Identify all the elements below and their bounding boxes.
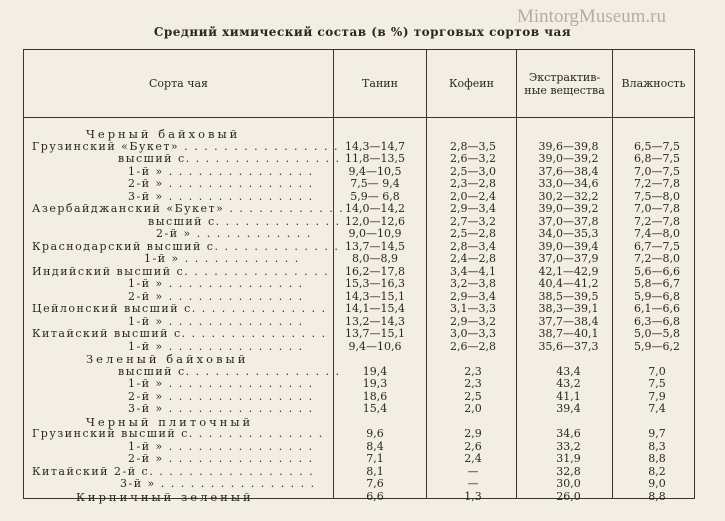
tea-name: Китайский высший с. . . . . . . . . . . . . . . xyxy=(32,327,327,340)
caffeine-cell: — xyxy=(467,464,479,478)
tannin-cell: 9,4—10,6 xyxy=(348,339,402,353)
group-heading-row xyxy=(24,128,694,140)
table-row xyxy=(24,378,694,390)
extract-cell: 39,0—39,2 xyxy=(538,152,599,165)
tea-name: Азербайджанский «Букет» . . . . . . . . . . . . xyxy=(32,202,345,215)
moisture-cell: 5,9—6,2 xyxy=(634,339,680,353)
tannin-cell: 8,4 xyxy=(366,439,384,453)
table-row xyxy=(24,453,694,465)
tannin-cell: 9,4—10,5 xyxy=(348,164,402,178)
tea-name: 1-й » . . . . . . . . . . . . . . . xyxy=(128,377,314,390)
extract-cell: 34,0—35,3 xyxy=(538,227,599,240)
header-divider xyxy=(23,117,695,118)
caffeine-cell: 2,3 xyxy=(464,364,482,378)
tannin-cell: 7,6 xyxy=(366,477,384,490)
caffeine-cell: 2,6—3,2 xyxy=(450,152,496,165)
table-row xyxy=(24,341,694,353)
caffeine-cell: 3,2—3,8 xyxy=(450,277,496,290)
table-row xyxy=(24,153,694,165)
extract-cell: 37,0—37,8 xyxy=(538,214,599,228)
table-row xyxy=(24,253,694,265)
caffeine-cell: 1,3 xyxy=(464,489,482,503)
caffeine-cell: 2,6—2,8 xyxy=(450,339,496,353)
moisture-cell: 6,8—7,5 xyxy=(634,152,680,165)
tea-name: 3-й » . . . . . . . . . . . . . . . . xyxy=(120,477,316,490)
table-row xyxy=(24,366,694,378)
extract-cell: 38,3—39,1 xyxy=(538,302,599,315)
tea-name: высший с. . . . . . . . . . . . . . . . xyxy=(118,364,341,378)
group-heading-row xyxy=(24,353,694,365)
table-row xyxy=(24,428,694,440)
moisture-cell: 6,1—6,6 xyxy=(634,302,680,315)
caffeine-cell: 2,4 xyxy=(464,452,482,465)
caffeine-cell: 2,9—3,4 xyxy=(450,202,496,215)
moisture-cell: 8,8 xyxy=(648,452,666,465)
extract-cell: 43,2 xyxy=(556,377,581,390)
tannin-cell: 14,3—14,7 xyxy=(345,139,405,153)
tea-name: 2-й » . . . . . . . . . . . . . . . xyxy=(128,389,314,403)
caffeine-cell: 2,5—3,0 xyxy=(450,164,496,178)
extract-cell: 42,1—42,9 xyxy=(538,264,599,278)
tannin-cell: 19,3 xyxy=(362,377,388,390)
moisture-cell: 7,0—7,8 xyxy=(634,202,680,215)
tea-name: 2-й » . . . . . . . . . . . . xyxy=(156,227,312,240)
header-sort: Сорта чая xyxy=(149,77,208,90)
table-row xyxy=(24,141,694,153)
tannin-cell: 8,1 xyxy=(366,464,384,478)
moisture-cell: 8,8 xyxy=(648,489,666,503)
moisture-cell: 9,0 xyxy=(648,477,666,490)
tannin-cell: 18,6 xyxy=(362,389,388,403)
tannin-cell: 7,1 xyxy=(366,452,384,465)
tea-name: Китайский 2-й с. . . . . . . . . . . . . . . . . xyxy=(32,464,315,478)
extract-cell: 38,5—39,5 xyxy=(538,289,599,303)
caffeine-cell: 2,3 xyxy=(464,377,482,390)
tannin-cell: 16,2—17,8 xyxy=(345,264,405,278)
group-heading: Черный плиточный xyxy=(86,414,254,429)
caffeine-cell: 2,9—3,4 xyxy=(450,289,496,303)
tea-name: 1-й » . . . . . . . . . . . . xyxy=(144,252,300,265)
extract-cell: 33,2 xyxy=(556,439,581,453)
table-row xyxy=(24,478,694,490)
moisture-cell: 7,0 xyxy=(648,364,666,378)
tea-name: 3-й » . . . . . . . . . . . . . . . xyxy=(128,402,314,415)
table-row xyxy=(24,191,694,203)
extract-cell: 39,0—39,2 xyxy=(538,202,599,215)
extract-cell: 35,6—37,3 xyxy=(538,339,599,353)
moisture-cell: 5,9—6,8 xyxy=(634,289,680,303)
header-caffeine: Кофеин xyxy=(449,77,494,90)
tannin-cell: 14,0—14,2 xyxy=(345,202,405,215)
caffeine-cell: 2,8—3,5 xyxy=(450,139,496,153)
caffeine-cell: 2,9—3,2 xyxy=(450,314,496,328)
tea-name: высший с. . . . . . . . . . . . . xyxy=(148,214,341,228)
table-row xyxy=(24,216,694,228)
moisture-cell: 6,3—6,8 xyxy=(634,314,680,328)
moisture-cell: 7,5—8,0 xyxy=(634,189,680,203)
tannin-cell: 14,1—15,4 xyxy=(345,302,405,315)
caffeine-cell: 2,3—2,8 xyxy=(450,177,496,190)
header-moisture: Влажность xyxy=(621,77,686,90)
caffeine-cell: 2,5—2,8 xyxy=(450,227,496,240)
tea-name: Кирпичный зеленый xyxy=(76,489,254,504)
header-tannin: Танин xyxy=(362,77,398,90)
moisture-cell: 7,0—7,5 xyxy=(634,164,680,178)
table-row xyxy=(24,203,694,215)
extract-cell: 30,0 xyxy=(556,477,581,490)
tea-name: 1-й » . . . . . . . . . . . . . . . xyxy=(128,439,314,453)
moisture-cell: 7,2—7,8 xyxy=(634,214,680,228)
moisture-cell: 8,3 xyxy=(648,439,666,453)
tea-name: 2-й » . . . . . . . . . . . . . . . xyxy=(128,177,314,190)
moisture-cell: 7,4—8,0 xyxy=(634,227,680,240)
tannin-cell: 13,2—14,3 xyxy=(345,314,405,328)
extract-cell: 38,7—40,1 xyxy=(538,327,599,340)
caffeine-cell: 2,7—3,2 xyxy=(450,214,496,228)
tea-name: 2-й » . . . . . . . . . . . . . . . xyxy=(128,452,314,465)
caffeine-cell: 2,8—3,4 xyxy=(450,239,496,253)
watermark: MintorgMuseum.ru xyxy=(517,6,667,27)
tannin-cell: 7,5— 9,4 xyxy=(350,177,400,190)
tea-name: Цейлонский высший с. . . . . . . . . . . . . . xyxy=(32,302,327,315)
tannin-cell: 15,4 xyxy=(362,402,388,415)
table-row xyxy=(24,466,694,478)
tannin-cell: 19,4 xyxy=(362,364,388,378)
tea-name: Индийский высший с. . . . . . . . . . . . . . . xyxy=(32,264,330,278)
tea-name: Краснодарский высший с. . . . . . . . . . . . . xyxy=(32,239,340,253)
extract-cell: 40,4—41,2 xyxy=(538,277,599,290)
tannin-cell: 5,9— 6,8 xyxy=(350,189,400,203)
moisture-cell: 7,2—8,0 xyxy=(634,252,680,265)
table-row xyxy=(24,178,694,190)
tannin-cell: 13,7—14,5 xyxy=(345,239,405,253)
caffeine-cell: 2,5 xyxy=(464,389,482,403)
caffeine-cell: 3,4—4,1 xyxy=(450,264,496,278)
table-row xyxy=(24,291,694,303)
tea-name: Грузинский высший с. . . . . . . . . . . . . . xyxy=(32,427,324,440)
caffeine-cell: 2,4—2,8 xyxy=(450,252,496,265)
tannin-cell: 6,6 xyxy=(366,489,384,503)
caffeine-cell: 2,0 xyxy=(464,402,482,415)
table-row xyxy=(24,491,694,503)
header-extract: Экстрактив- ные вещества xyxy=(524,70,605,97)
table-row xyxy=(24,241,694,253)
tannin-cell: 15,3—16,3 xyxy=(345,277,405,290)
tannin-cell: 9,6 xyxy=(366,427,384,440)
extract-cell: 39,6—39,8 xyxy=(538,139,599,153)
table-row xyxy=(24,316,694,328)
extract-cell: 34,6 xyxy=(556,427,581,440)
table-row xyxy=(24,403,694,415)
extract-cell: 37,7—38,4 xyxy=(538,314,599,328)
extract-cell: 37,0—37,9 xyxy=(538,252,599,265)
caffeine-cell: — xyxy=(467,477,479,490)
moisture-cell: 5,6—6,6 xyxy=(634,264,680,278)
group-heading: Черный байховый xyxy=(86,127,241,141)
extract-cell: 26,0 xyxy=(556,489,581,503)
moisture-cell: 8,2 xyxy=(648,464,666,478)
table-row xyxy=(24,266,694,278)
moisture-cell: 7,5 xyxy=(648,377,666,390)
group-heading: Зеленый байховый xyxy=(86,352,249,366)
caffeine-cell: 2,6 xyxy=(464,439,482,453)
table-row xyxy=(24,228,694,240)
extract-cell: 31,9 xyxy=(556,452,581,465)
tannin-cell: 12,0—12,6 xyxy=(345,214,405,228)
caffeine-cell: 2,9 xyxy=(464,427,482,440)
tea-name: 1-й » . . . . . . . . . . . . . . xyxy=(128,339,304,353)
table-row xyxy=(24,278,694,290)
extract-cell: 39,0—39,4 xyxy=(538,239,599,253)
extract-cell: 41,1 xyxy=(556,389,581,403)
tannin-cell: 11,8—13,5 xyxy=(345,152,405,165)
tannin-cell: 8,0—8,9 xyxy=(352,252,398,265)
moisture-cell: 6,5—7,5 xyxy=(634,139,680,153)
tannin-cell: 9,0—10,9 xyxy=(348,227,402,240)
caffeine-cell: 3,0—3,3 xyxy=(450,327,496,340)
moisture-cell: 5,8—6,7 xyxy=(634,277,680,290)
tea-name: 1-й » . . . . . . . . . . . . . . . xyxy=(128,164,314,178)
table-row xyxy=(24,391,694,403)
caffeine-cell: 2,0—2,4 xyxy=(450,189,496,203)
moisture-cell: 7,9 xyxy=(648,389,666,403)
moisture-cell: 5,0—5,8 xyxy=(634,327,680,340)
table-title: Средний химический состав (в %) торговых сортов чая xyxy=(153,25,572,39)
extract-cell: 39,4 xyxy=(556,402,581,415)
extract-cell: 33,0—34,6 xyxy=(538,177,599,190)
tea-name: 2-й » . . . . . . . . . . . . . . xyxy=(128,289,304,303)
extract-cell: 30,2—32,2 xyxy=(538,189,599,203)
extract-cell: 32,8 xyxy=(556,464,581,478)
moisture-cell: 7,4 xyxy=(648,402,666,415)
moisture-cell: 7,2—7,8 xyxy=(634,177,680,190)
tea-name: высший с. . . . . . . . . . . . . . . . xyxy=(118,152,341,165)
extract-cell: 37,6—38,4 xyxy=(538,164,599,178)
tannin-cell: 13,7—15,1 xyxy=(345,327,405,340)
tea-name: 1-й » . . . . . . . . . . . . . . xyxy=(128,314,304,328)
group-heading-row xyxy=(24,416,694,428)
table-row xyxy=(24,441,694,453)
caffeine-cell: 3,1—3,3 xyxy=(450,302,496,315)
extract-cell: 43,4 xyxy=(556,364,581,378)
table-row xyxy=(24,328,694,340)
tea-name: 1-й » . . . . . . . . . . . . . . xyxy=(128,277,304,290)
table-row xyxy=(24,166,694,178)
tea-name: Грузинский «Букет» . . . . . . . . . . . . . . . . xyxy=(32,139,340,153)
tea-name: 3-й » . . . . . . . . . . . . . . . xyxy=(128,189,314,203)
table-row xyxy=(24,303,694,315)
tannin-cell: 14,3—15,1 xyxy=(345,289,405,303)
moisture-cell: 9,7 xyxy=(648,427,666,440)
moisture-cell: 6,7—7,5 xyxy=(634,239,680,253)
